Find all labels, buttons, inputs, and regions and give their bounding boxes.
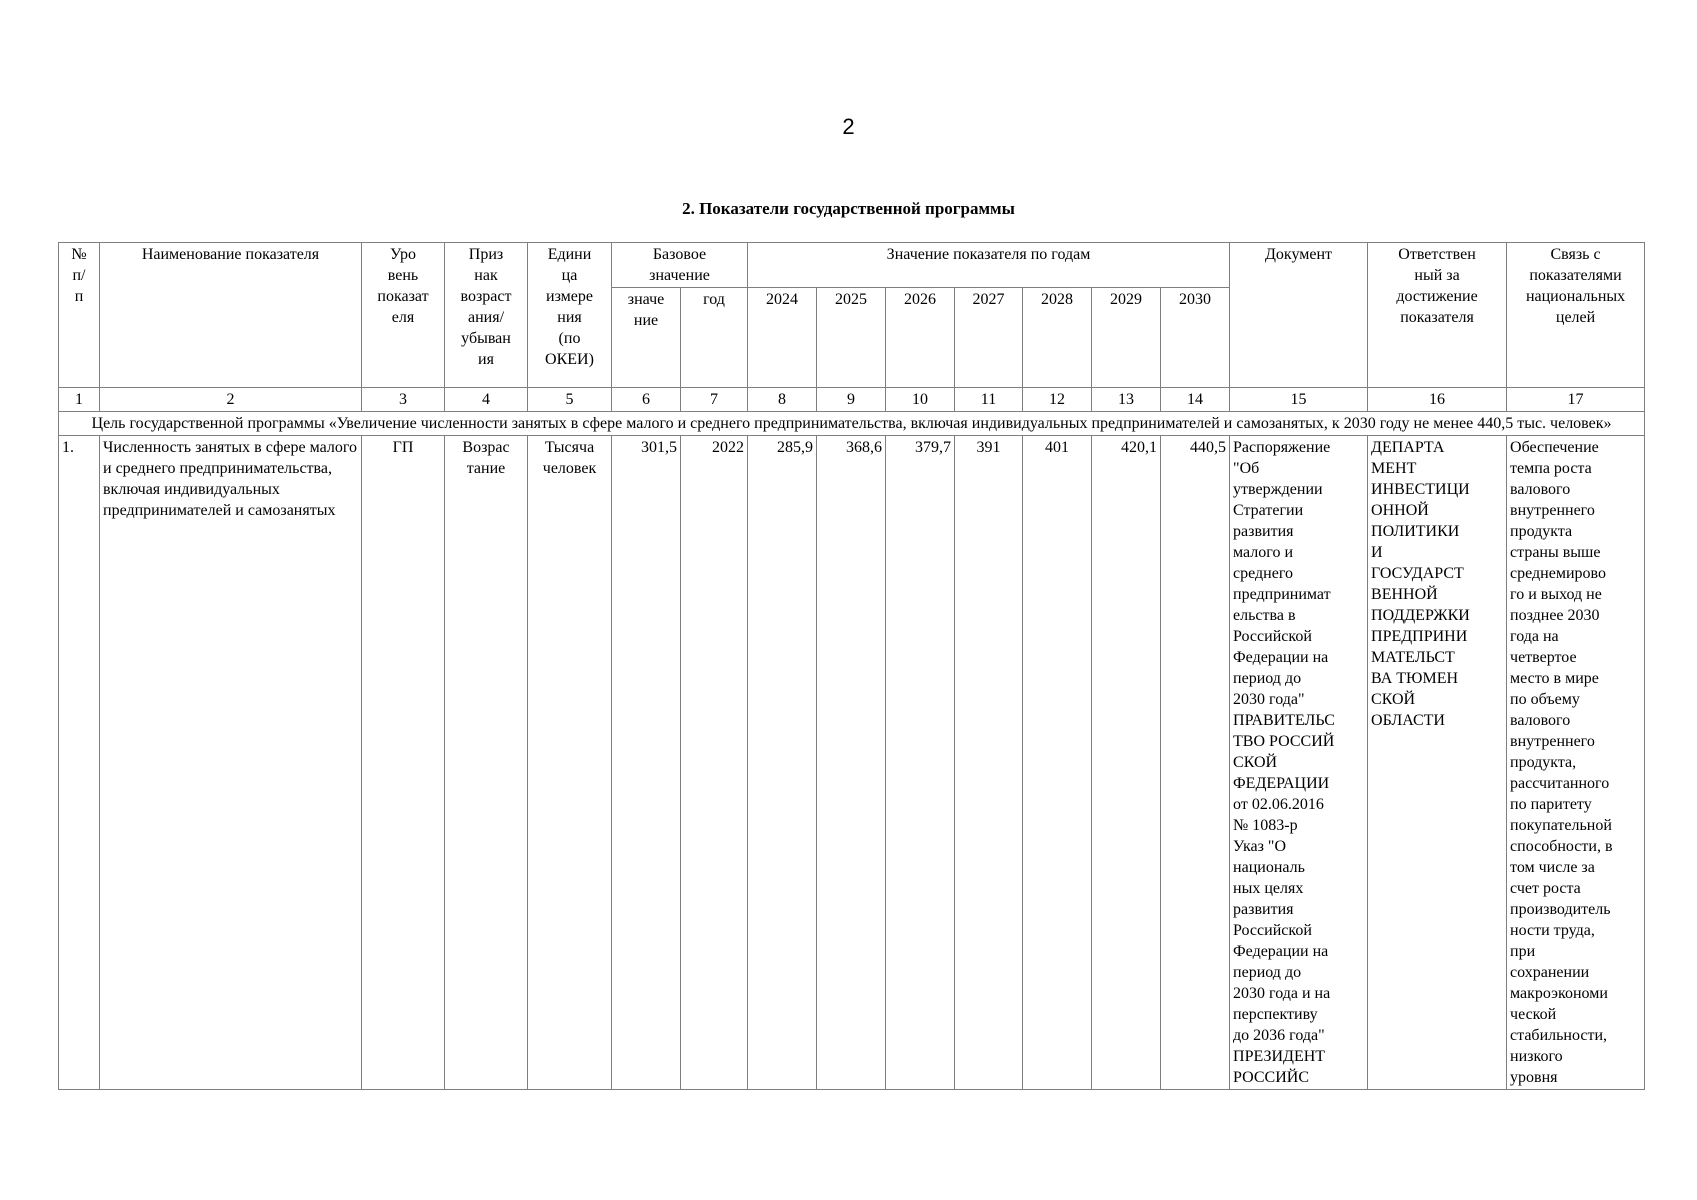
indicator-level: ГП: [362, 436, 445, 1090]
header-year-2028: 2028: [1023, 288, 1092, 388]
column-number: 8: [748, 388, 817, 412]
header-responsible: Ответствен ный за достижение показателя: [1368, 243, 1507, 388]
goal-row: [59, 412, 1645, 436]
column-number: 2: [100, 388, 362, 412]
indicator-name: Численность занятых в сфере малого и среднего предпринимательства, включая индивидуальных предпринимателей и самозанятых: [100, 436, 362, 1090]
header-link: Связь с показателями национальных целей: [1507, 243, 1645, 388]
column-number: 3: [362, 388, 445, 412]
header-num: № п/ п: [59, 243, 100, 388]
header-base-value: значе ние: [612, 288, 681, 388]
header-unit: Едини ца измере ния (по ОКЕИ): [528, 243, 612, 388]
header-year-2025: 2025: [817, 288, 886, 388]
row-num: 1.: [59, 436, 100, 1090]
page-number: 2: [842, 114, 855, 139]
header-year-2030: 2030: [1161, 288, 1230, 388]
column-number: 7: [681, 388, 748, 412]
indicator-sign: Возрас тание: [445, 436, 528, 1090]
value-2026: 379,7: [886, 436, 955, 1090]
header-year-2026: 2026: [886, 288, 955, 388]
header-values-by-year: Значение показателя по годам: [748, 243, 1230, 288]
header-document: Документ: [1230, 243, 1368, 388]
value-2028: 401: [1023, 436, 1092, 1090]
column-number: 5: [528, 388, 612, 412]
responsible: ДЕПАРТА МЕНТ ИНВЕСТИЦИ ОННОЙ ПОЛИТИКИ И ГОСУДАРСТ ВЕННОЙ ПОДДЕРЖКИ ПРЕДПРИНИ МАТЕЛЬСТ ВА ТЮМЕН СКОЙ ОБЛАСТИ: [1368, 436, 1507, 1090]
value-2025: 368,6: [817, 436, 886, 1090]
column-number: 12: [1023, 388, 1092, 412]
column-number: 4: [445, 388, 528, 412]
value-2029: 420,1: [1092, 436, 1161, 1090]
value-2030: 440,5: [1161, 436, 1230, 1090]
base-year: 2022: [681, 436, 748, 1090]
column-number: 17: [1507, 388, 1645, 412]
column-number-row: [59, 388, 1645, 412]
column-number: 15: [1230, 388, 1368, 412]
table-row: [59, 436, 1645, 1090]
column-number: 10: [886, 388, 955, 412]
header-row-1: [59, 243, 1645, 288]
header-name: Наименование показателя: [100, 243, 362, 388]
section-title: 2. Показатели государственной программы: [682, 199, 1015, 218]
header-sign: Приз нак возраст ания/ убыван ия: [445, 243, 528, 388]
header-year-2027: 2027: [955, 288, 1023, 388]
column-number: 16: [1368, 388, 1507, 412]
document: Распоряжение "Об утверждении Стратегии развития малого и среднего предпринимат ельства в Российской Федерации на период до 2030 года" ПРАВИТЕЛЬС ТВО РОССИЙ СКОЙ ФЕДЕРАЦИИ от 02.06.2016 № 1083-р Указ "О националь ных целях развития Российской Федерации на период до 2030 года и на перспективу до 2036 года" ПРЕЗИДЕНТ РОССИЙС: [1230, 436, 1368, 1090]
national-goals-link: Обеспечение темпа роста валового внутреннего продукта страны выше среднемирово го и выход не позднее 2030 года на четвертое место в мире по объему валового внутреннего продукта, рассчитанного по паритету покупательной способности, в том числе за счет роста производитель ности труда, при сохранении макроэкономи ческой стабильности, низкого уровня: [1507, 436, 1645, 1090]
value-2024: 285,9: [748, 436, 817, 1090]
header-level: Уро вень показат еля: [362, 243, 445, 388]
header-base: Базовое значение: [612, 243, 748, 288]
column-number: 9: [817, 388, 886, 412]
header-year-2024: 2024: [748, 288, 817, 388]
header-base-year: год: [681, 288, 748, 388]
column-number: 6: [612, 388, 681, 412]
column-number: 1: [59, 388, 100, 412]
base-value: 301,5: [612, 436, 681, 1090]
indicators-table: [58, 242, 1645, 1090]
program-goal: Цель государственной программы «Увеличение численности занятых в сфере малого и среднего предпринимательства, включая индивидуальных предпринимателей и самозанятых, к 2030 году не менее 440,5 тыс. человек»: [59, 412, 1645, 436]
value-2027: 391: [955, 436, 1023, 1090]
column-number: 11: [955, 388, 1023, 412]
column-number: 14: [1161, 388, 1230, 412]
column-number: 13: [1092, 388, 1161, 412]
header-year-2029: 2029: [1092, 288, 1161, 388]
indicator-unit: Тысяча человек: [528, 436, 612, 1090]
